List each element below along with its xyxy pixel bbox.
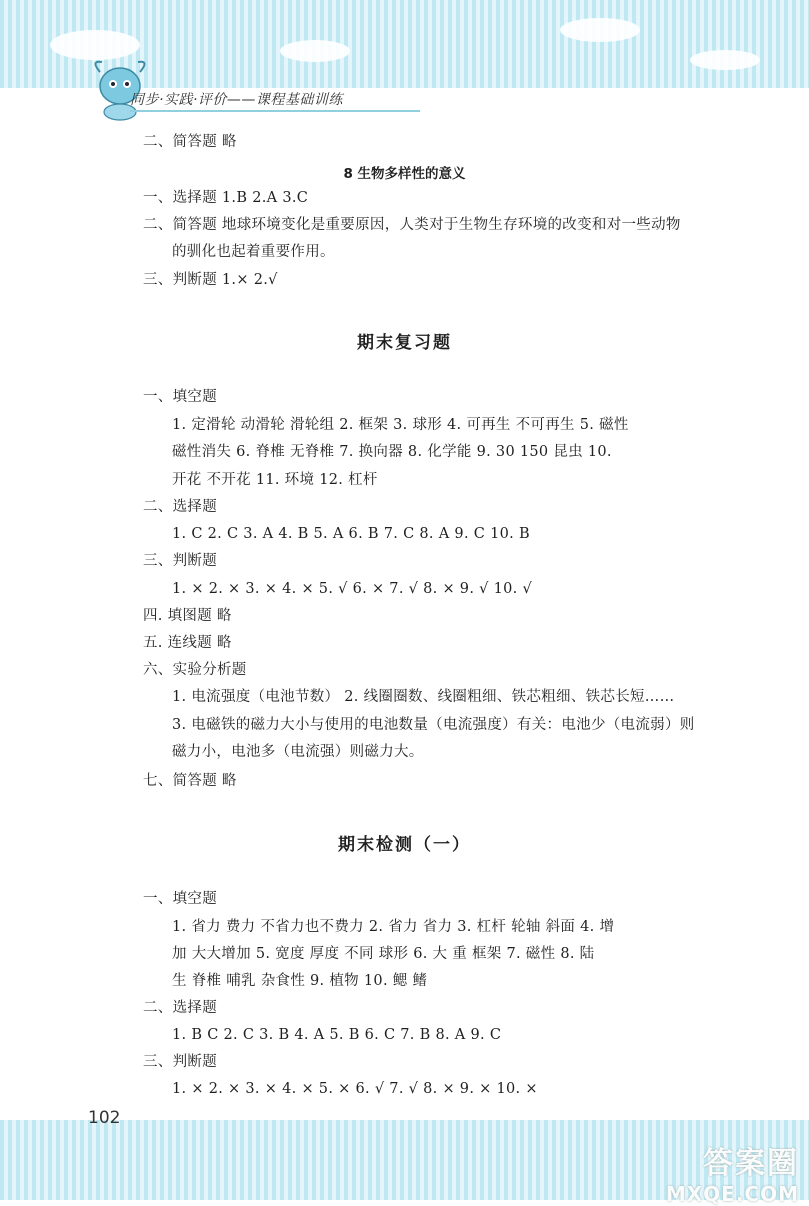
text-line: 七、简答题 略 (143, 773, 237, 789)
header-title: 同步·实践·评价——课程基础训练 (130, 92, 343, 108)
watermark-bottom: MXQE.COM (665, 1182, 799, 1206)
text-line: 一、选择题 1.B 2.A 3.C (143, 190, 309, 206)
text-line: 加 大大增加 5. 宽度 厚度 不同 球形 6. 大 重 框架 7. 磁性 8. 陆 (172, 946, 595, 962)
page-number: 102 (88, 1108, 121, 1128)
cloud-decoration (690, 50, 760, 70)
text-line: 二、选择题 (143, 499, 217, 515)
text-line: 1. B C 2. C 3. B 4. A 5. B 6. C 7. B 8. A 9. C (172, 1027, 502, 1043)
watermark-top: 答案圈 (703, 1146, 799, 1181)
final-test-section-title: 期末检测（一） (338, 835, 471, 855)
text-line: 1. 定滑轮 动滑轮 滑轮组 2. 框架 3. 球形 4. 可再生 不可再生 5. 磁性 (172, 417, 629, 433)
text-line: 1. C 2. C 3. A 4. B 5. A 6. B 7. C 8. A 9. C 10. B (172, 526, 530, 542)
text-line: 1. × 2. × 3. × 4. × 5. × 6. √ 7. √ 8. × 9. × 10. × (172, 1081, 538, 1097)
cloud-decoration (560, 18, 640, 42)
text-line: 3. 电磁铁的磁力大小与使用的电池数量（电流强度）有关：电池少（电流弱）则 (172, 717, 695, 733)
text-line: 磁性消失 6. 脊椎 无脊椎 7. 换向器 8. 化学能 9. 30 150 昆虫 10. (172, 444, 612, 460)
text-line: 的驯化也起着重要作用。 (172, 244, 335, 260)
watermark-logo (649, 1138, 799, 1206)
text-line: 二、简答题 地球环境变化是重要原因，人类对于生物生存环境的改变和对一些动物 (143, 217, 681, 233)
text-line: 二、简答题 略 (143, 134, 237, 150)
header-underline (130, 110, 420, 112)
text-line: 开花 不开花 11. 环境 12. 杠杆 (172, 472, 378, 488)
text-line: 1. × 2. × 3. × 4. × 5. √ 6. × 7. √ 8. × 9. √ 10. √ (172, 581, 532, 597)
text-line: 1. 省力 费力 不省力也不费力 2. 省力 省力 3. 杠杆 轮轴 斜面 4. 增 (172, 919, 615, 935)
text-line: 三、判断题 1.× 2.√ (143, 272, 278, 288)
cloud-decoration (280, 40, 350, 62)
text-line: 四. 填图题 略 (143, 608, 232, 624)
text-line: 三、判断题 (143, 553, 217, 569)
text-line: 一、填空题 (143, 389, 217, 405)
text-line: 磁力小，电池多（电流强）则磁力大。 (172, 744, 424, 760)
text-line: 五. 连线题 略 (143, 635, 232, 651)
text-line: 六、实验分析题 (143, 662, 247, 678)
text-line: 生 脊椎 哺乳 杂食性 9. 植物 10. 鳃 鳍 (172, 973, 428, 989)
text-line: 1. 电流强度（电池节数） 2. 线圈圈数、线圈粗细、铁芯粗细、铁芯长短…… (172, 689, 675, 705)
header-ribbon (130, 86, 420, 112)
text-line: 二、选择题 (143, 1000, 217, 1016)
text-line: 一、填空题 (143, 891, 217, 907)
lesson-8-title: 8 生物多样性的意义 (343, 166, 466, 182)
text-line: 三、判断题 (143, 1054, 217, 1070)
review-section-title: 期末复习题 (357, 333, 452, 353)
